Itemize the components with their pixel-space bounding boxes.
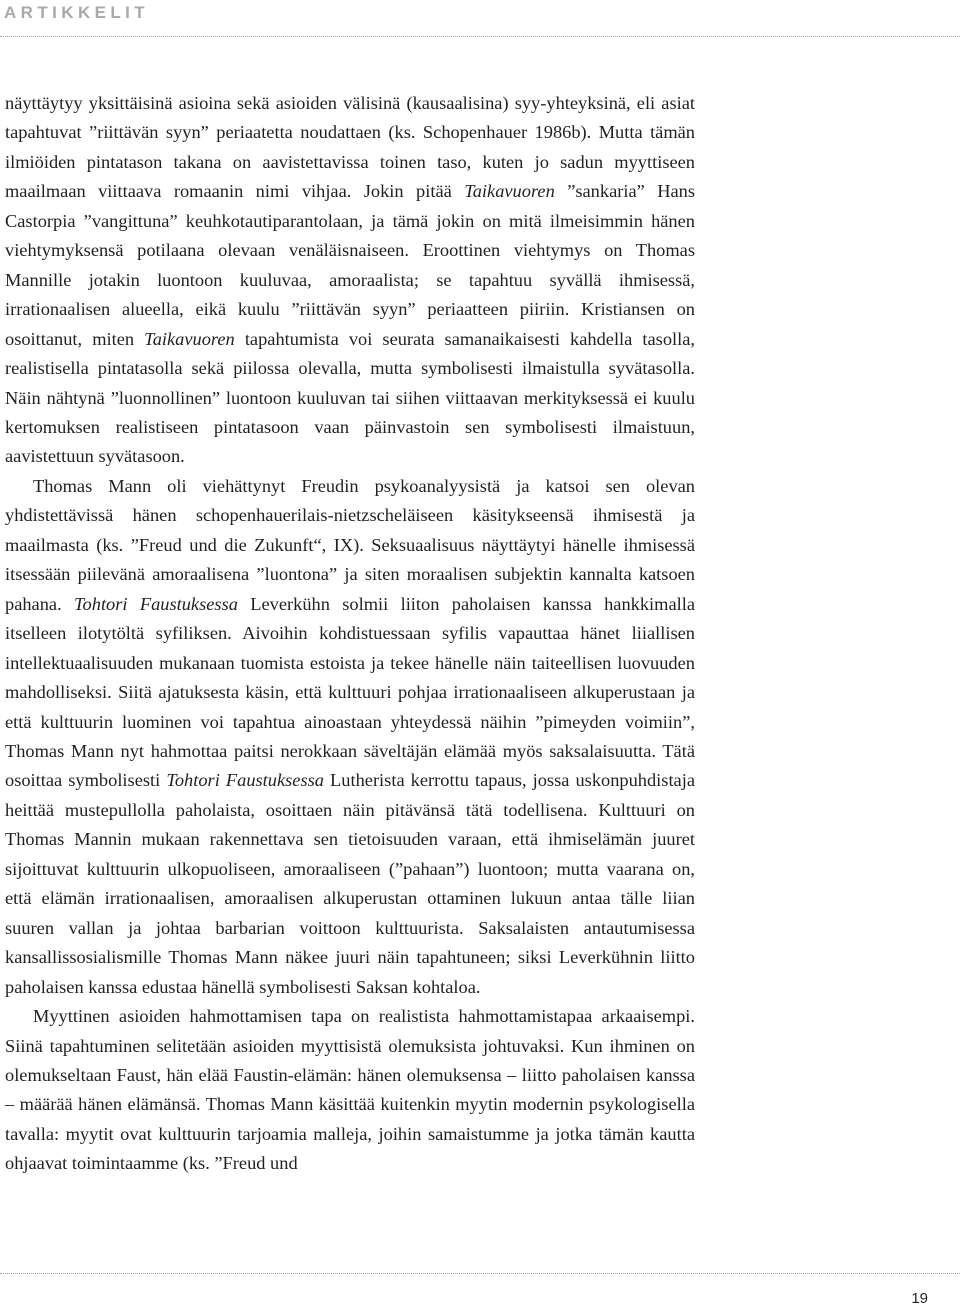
text-segment: näyttäytyy yksittäisinä asioina sekä asioiden välisinä (kausaalisina) syy-yhteyksinä, eli asiat tapahtuvat ”riittävän syyn” periaatetta noudattaen (ks. Schopenhauer 1986b). Mutta tämän ilmiöiden pintatason takana on aavistettavissa toinen taso, kuten jo sadun myyttiseen maailmaan viittaava romaanin nimi vihjaa. Jokin pitää	[5, 93, 695, 202]
paragraph-2	[5, 472, 695, 1002]
paragraph-3	[5, 1002, 695, 1179]
page-number: 19	[911, 1290, 928, 1307]
section-label: ARTIKKELIT	[4, 3, 150, 22]
header-divider	[0, 36, 960, 37]
text-segment: Leverkühn solmii liiton paholaisen kanssa hankkimalla itselleen ilotytöltä syfiliksen. Aivoihin kohdistuessaan syfilis vapauttaa hänet liiallisen intellektuaalisuuden mukanaan tuomista estoista ja tekee hänelle näin taiteellisen luovuuden mahdolliseksi. Siitä ajatuksesta käsin, että kulttuuri pohjaa irrationaaliseen alkuperustaan ja että kulttuurin luominen voi tapahtua ainoastaan yhteydessä näihin ”pimeyden voimiin”, Thomas Mann nyt hahmottaa paitsi nerokkaan säveltäjän elämää myös saksalaisuutta. Tätä osoittaa symbolisesti	[5, 593, 695, 791]
paragraph-1	[5, 89, 695, 472]
work-title-tohtori-faustuksessa: Tohtori Faustuksessa	[166, 770, 324, 791]
work-title-taikavuoren: Taikavuoren	[464, 181, 555, 202]
work-title-taikavuoren: Taikavuoren	[144, 328, 235, 349]
text-segment: Lutherista kerrottu tapaus, jossa uskonpuhdistaja heittää mustepullolla paholaista, osoittaen näin pitävänsä tätä todellisena. Kulttuuri on Thomas Mannin mukaan rakennettava sen tietoisuuden varaan, että ihmiselämän juuret sijoittuvat kulttuurin ulkopuoliseen, amoraaliseen (”pahaan”) luontoon; mutta vaarana on, että elämän irrationaalisen, amoraalisen alkuperustan ottaminen lukuun antaa tälle liian suuren vallan ja johtaa barbarian voittoon kulttuurista. Saksalaisten antautumisessa kansallissosialismille Thomas Mann näkee juuri näin tapahtuneen; siksi Leverkühnin liitto paholaisen kanssa edustaa hänellä symbolisesti Saksan kohtaloa.	[5, 770, 695, 997]
text-segment: Thomas Mann oli viehättynyt Freudin psykoanalyysistä ja katsoi sen olevan yhdistettävissä hänen schopenhauerilais-nietzscheläiseen käsitykseensä ihmisestä ja maailmasta (ks. ”Freud und die Zukunft“, IX). Seksuaalisuus näyttäytyi hänelle ihmisessä itsessään piilevänä amoraalisena ”luontona” ja siten moraalisen subjektin kannalta katsoen pahana.	[5, 475, 695, 614]
article-body	[5, 89, 695, 1179]
work-title-tohtori-faustuksessa: Tohtori Faustuksessa	[74, 593, 238, 614]
text-segment: tapahtumista voi seurata samanaikaisesti kahdella tasolla, realistisella pintatasolla sekä piilossa olevalla, mutta symbolisesti ilmaistulla syvätasolla. Näin nähtynä ”luonnollinen” luontoon kuuluvan tai siihen viittaavan merkityksessä ei kuulu kertomuksen realistiseen pintatasoon vaan päinvastoin sen symbolisesti ilmaistuun, aavistettuun syvätasoon.	[5, 328, 695, 467]
footer-divider	[0, 1273, 960, 1274]
text-segment: ”sankaria” Hans Castorpia ”vangittuna” keuhkotautiparantolaan, ja tämä jokin on mitä ilmeisimmin hänen viehtymyksensä potilaana olevaan venäläisnaiseen. Eroottinen viehtymys on Thomas Mannille jotakin luontoon kuuluvaa, amoraalista; se tapahtuu syvällä ihmisessä, irrationaalisen alueella, eikä kuulu ”riittävän syyn” periaatteen piiriin. Kristiansen on osoittanut, miten	[5, 181, 695, 349]
text-segment: Myyttinen asioiden hahmottamisen tapa on realistista hahmottamistapaa arkaaisempi. Siinä tapahtuminen selitetään asioiden myyttisistä olemuksista johtuvaksi. Kun ihminen on olemukseltaan Faust, hän elää Faustin-elämän: hänen olemuksensa – liitto paholaisen kanssa – määrää hänen elämänsä. Thomas Mann käsittää kuitenkin myytin modernin psykologisella tavalla: myytit ovat kulttuurin tarjoamia malleja, joihin samaistumme ja jotka tämän kautta ohjaavat toimintaamme (ks. ”Freud und	[5, 1006, 695, 1174]
